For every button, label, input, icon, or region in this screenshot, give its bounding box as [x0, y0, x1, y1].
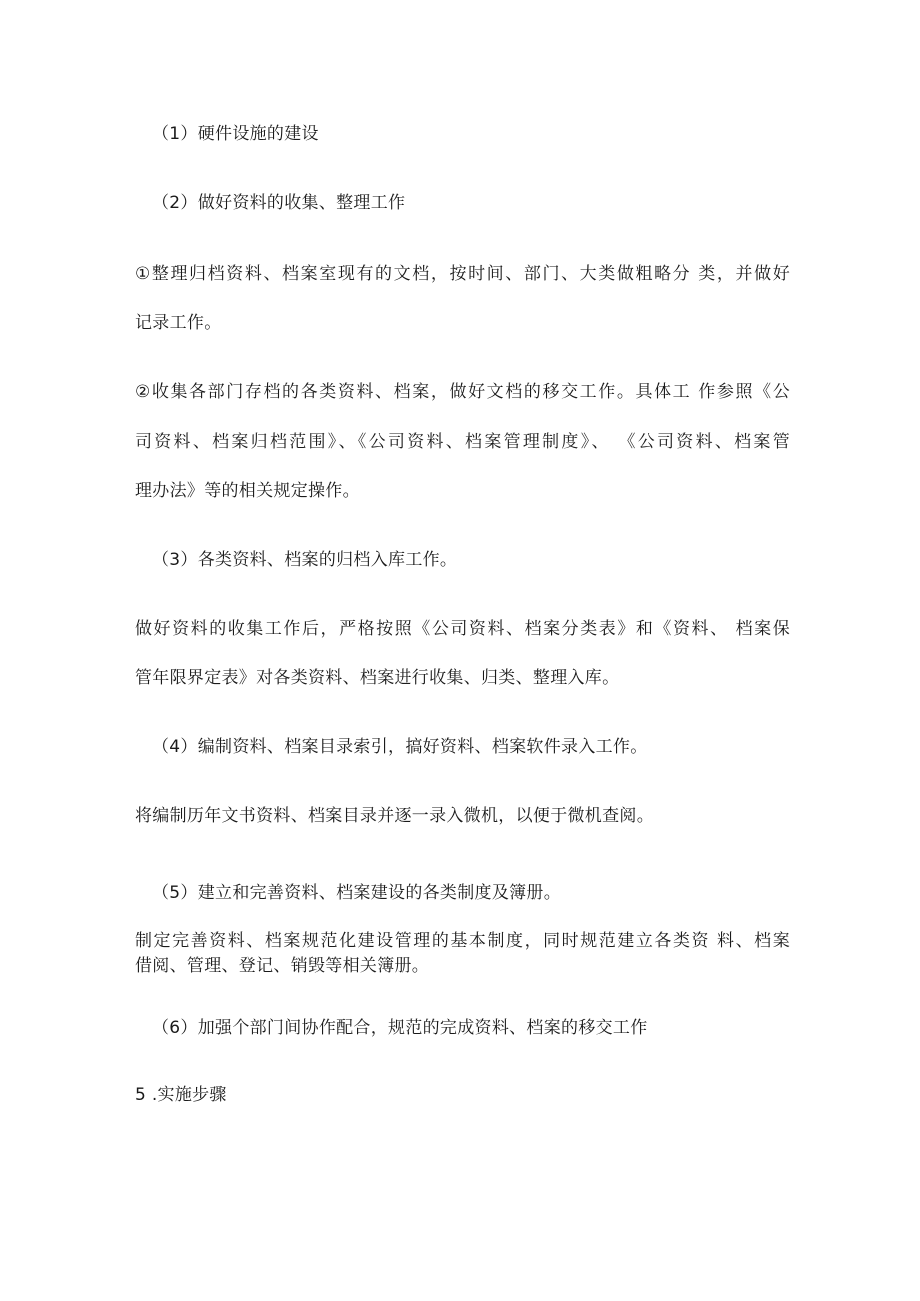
paragraph-line: 理办法》等的相关规定操作。 — [135, 481, 360, 501]
item-1-heading: （1）硬件设施的建设 — [152, 124, 319, 144]
item-3-heading: （3）各类资料、档案的归档入库工作。 — [152, 550, 458, 570]
paragraph-line: 做好资料的收集工作后，严格按照《公司资料、档案分类表》和《资料、 档案保 — [135, 619, 790, 639]
paragraph-line: 管年限界定表》对各类资料、档案进行收集、归类、整理入库。 — [135, 668, 620, 688]
item-6-heading: （6）加强个部门间协作配合，规范的完成资料、档案的移交工作 — [152, 1018, 648, 1038]
paragraph-line: 记录工作。 — [135, 313, 222, 333]
item-2-heading: （2）做好资料的收集、整理工作 — [152, 193, 406, 213]
paragraph-line: ①整理归档资料、档案室现有的文档，按时间、部门、大类做粗略分 类，并做好 — [135, 264, 790, 284]
item-4-heading: （4）编制资料、档案目录索引，搞好资料、档案软件录入工作。 — [152, 737, 648, 757]
paragraph-line: 借阅、管理、登记、销毁等相关簿册。 — [135, 956, 430, 976]
item-5-heading: （5）建立和完善资料、档案建设的各类制度及簿册。 — [152, 883, 562, 903]
paragraph-line: 将编制历年文书资料、档案目录并逐一录入微机，以便于微机查阅。 — [135, 806, 654, 826]
paragraph-line: 司资料、档案归档范围》、《公司资料、档案管理制度》、 《公司资料、档案管 — [135, 432, 790, 452]
paragraph-line: ②收集各部门存档的各类资料、档案，做好文档的移交工作。具体工 作参照《公 — [135, 382, 790, 402]
section-5-heading: 5 .实施步骤 — [135, 1085, 227, 1105]
paragraph-line: 制定完善资料、档案规范化建设管理的基本制度，同时规范建立各类资 料、档案 — [135, 931, 790, 951]
